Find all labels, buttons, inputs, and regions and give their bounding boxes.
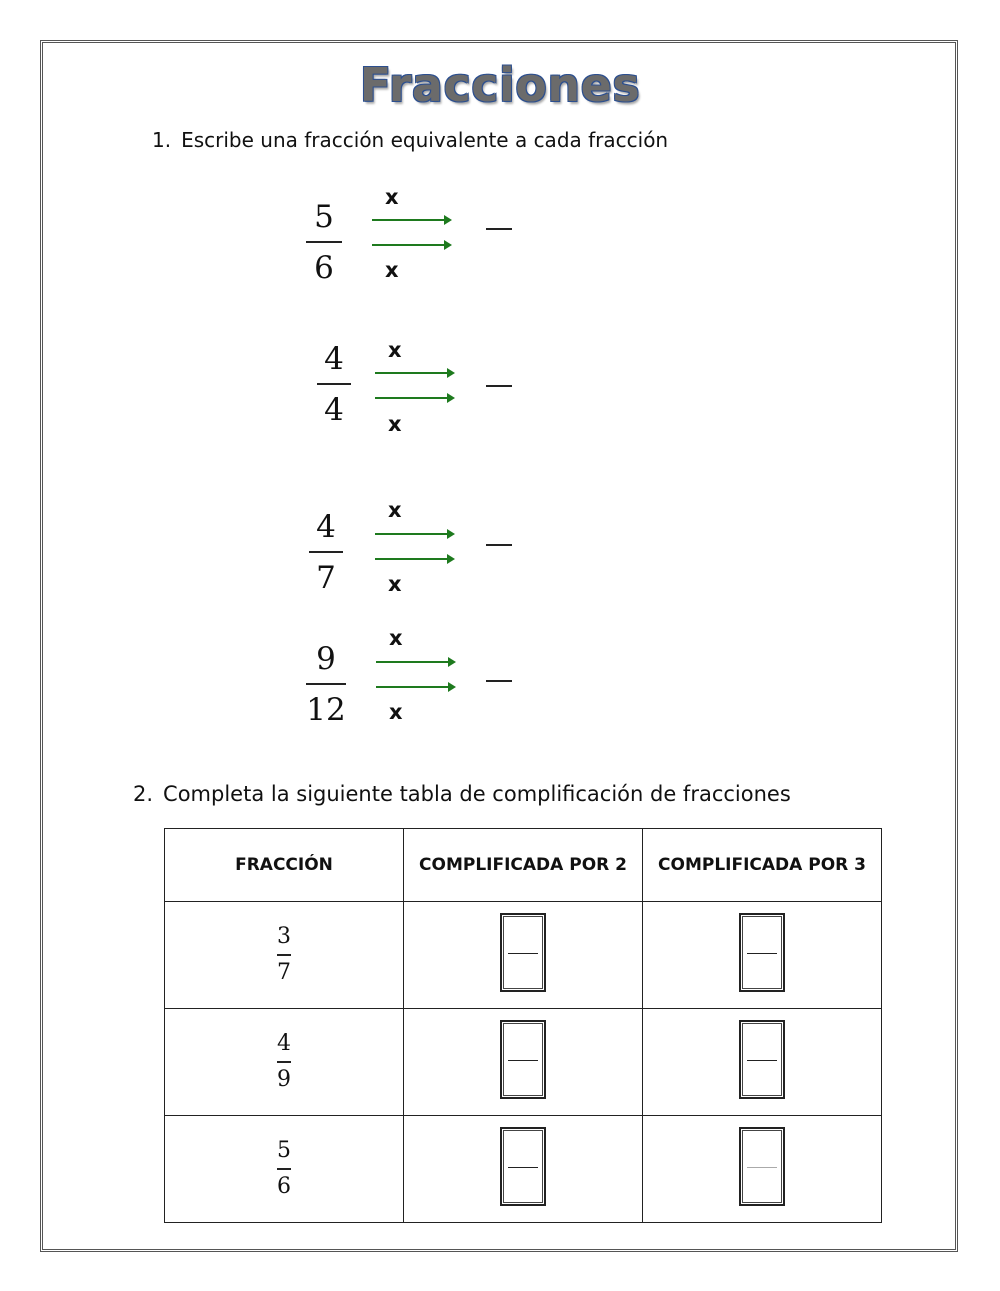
table-row — [165, 1009, 882, 1116]
multiply-bottom-label: x — [385, 258, 399, 282]
fraction-numerator: 4 — [316, 509, 336, 545]
fraction-denominator: 6 — [277, 1173, 291, 1199]
answer-fraction-blank[interactable] — [486, 544, 512, 546]
exercise-row — [317, 338, 577, 456]
exercise-row — [309, 498, 569, 616]
complification-table — [164, 828, 882, 1223]
fraction-denominator: 12 — [306, 692, 346, 728]
header-por-3: COMPLIFICADA POR 3 — [643, 829, 882, 902]
fraction-cell — [165, 1116, 404, 1223]
fraction-bar — [306, 241, 342, 243]
answer-cell-por-2 — [404, 1009, 643, 1116]
arrow-right-icon — [372, 244, 450, 246]
fraction-cell — [165, 902, 404, 1009]
fraction-denominator: 6 — [314, 250, 334, 286]
fraction-bar — [277, 1061, 291, 1063]
given-fraction — [309, 509, 343, 596]
given-fraction — [317, 341, 351, 428]
arrow-right-icon — [375, 397, 453, 399]
table-fraction — [277, 926, 291, 984]
instruction-1 — [152, 128, 668, 152]
given-fraction — [306, 199, 342, 286]
fraction-numerator: 4 — [324, 341, 344, 377]
fraction-numerator: 5 — [314, 199, 334, 235]
arrow-right-icon — [375, 558, 453, 560]
answer-cell-por-2 — [404, 1116, 643, 1223]
fraction-denominator: 9 — [277, 1066, 291, 1092]
fraction-bar — [306, 683, 346, 685]
fraction-numerator: 4 — [277, 1031, 291, 1057]
fraction-denominator: 7 — [277, 959, 291, 985]
instruction-1-number: 1. — [152, 128, 172, 152]
fraction-bar — [277, 954, 291, 956]
arrow-right-icon — [376, 661, 454, 663]
multiply-top-label: x — [385, 185, 399, 209]
exercise-row — [306, 626, 566, 744]
arrow-right-icon — [376, 686, 454, 688]
answer-box[interactable] — [500, 913, 546, 992]
answer-box[interactable] — [739, 1020, 785, 1099]
answer-fraction-blank[interactable] — [486, 228, 512, 230]
fraction-numerator: 3 — [277, 924, 291, 950]
multiply-bottom-label: x — [389, 700, 403, 724]
exercise-row — [306, 185, 566, 302]
instruction-2 — [133, 782, 791, 806]
page-title: Fracciones — [359, 58, 641, 112]
given-fraction — [306, 641, 346, 728]
arrow-right-icon — [375, 372, 453, 374]
fraction-numerator: 9 — [316, 641, 336, 677]
table-row — [165, 1116, 882, 1223]
arrow-right-icon — [372, 219, 450, 221]
fraction-bar — [309, 551, 343, 553]
multiply-top-label: x — [388, 338, 402, 362]
header-por-2: COMPLIFICADA POR 2 — [404, 829, 643, 902]
fraction-numerator: 5 — [277, 1138, 291, 1164]
answer-box[interactable] — [739, 1127, 785, 1206]
instruction-2-text: Completa la siguiente tabla de complificación de fracciones — [163, 782, 791, 806]
table-fraction — [277, 1033, 291, 1091]
answer-cell-por-3 — [643, 1116, 882, 1223]
fraction-bar — [277, 1168, 291, 1170]
multiply-top-label: x — [388, 498, 402, 522]
answer-cell-por-3 — [643, 902, 882, 1009]
multiply-bottom-label: x — [388, 572, 402, 596]
answer-box[interactable] — [500, 1020, 546, 1099]
fraction-denominator: 4 — [324, 392, 344, 428]
fraction-bar — [317, 383, 351, 385]
answer-fraction-blank[interactable] — [486, 385, 512, 387]
answer-box[interactable] — [500, 1127, 546, 1206]
table-header-row — [165, 829, 882, 902]
answer-fraction-blank[interactable] — [486, 680, 512, 682]
fraction-cell — [165, 1009, 404, 1116]
multiply-top-label: x — [389, 626, 403, 650]
arrow-right-icon — [375, 533, 453, 535]
header-fraccion: FRACCIÓN — [165, 829, 404, 902]
answer-cell-por-2 — [404, 902, 643, 1009]
fraction-denominator: 7 — [316, 560, 336, 596]
instruction-2-number: 2. — [133, 782, 154, 806]
multiply-bottom-label: x — [388, 412, 402, 436]
answer-box[interactable] — [739, 913, 785, 992]
table-fraction — [277, 1140, 291, 1198]
answer-cell-por-3 — [643, 1009, 882, 1116]
instruction-1-text: Escribe una fracción equivalente a cada fracción — [181, 128, 669, 152]
table-row — [165, 902, 882, 1009]
